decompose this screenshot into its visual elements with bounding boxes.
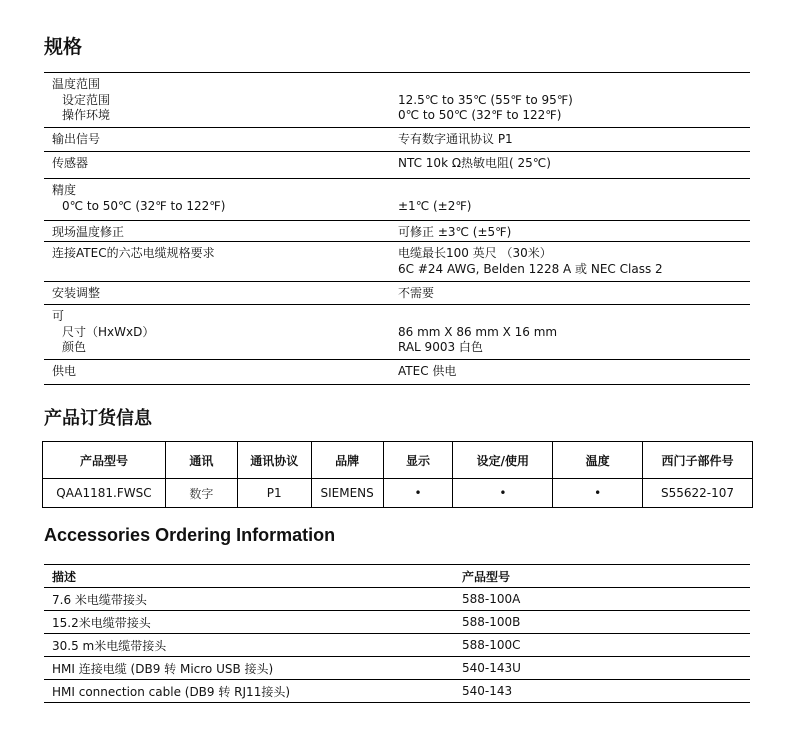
order-header-cell: 显示 xyxy=(383,442,453,479)
spec-label: 尺寸（HxWxD） xyxy=(62,324,155,339)
order-header-cell: 西门子部件号 xyxy=(643,442,753,479)
spec-label: 安装调整 xyxy=(52,286,101,300)
spec-value: 电缆最长100 英尺 （30米） xyxy=(398,246,552,260)
spec-value: 可修正 ±3℃ (±5℉) xyxy=(398,225,512,239)
spec-table xyxy=(44,72,750,385)
order-header-cell: 设定/使用 xyxy=(453,442,553,479)
spec-row-output-signal xyxy=(44,128,750,152)
order-header-cell: 通讯协议 xyxy=(237,442,311,479)
spec-label: 可 xyxy=(52,309,65,323)
order-cell: P1 xyxy=(237,479,311,508)
table-row xyxy=(44,680,750,703)
spec-label: 颜色 xyxy=(62,340,87,354)
spec-value: 0℃ to 50℃ (32℉ to 122℉) xyxy=(398,108,562,122)
accessory-model: 588-100B xyxy=(462,615,521,629)
spec-label: 输出信号 xyxy=(52,132,101,146)
spec-label: 温度范围 xyxy=(52,77,101,91)
accessory-model: 540-143 xyxy=(462,684,513,698)
accessory-model: 588-100A xyxy=(462,592,521,606)
spec-row-sensor xyxy=(44,152,750,179)
spec-value: 专有数字通讯协议 P1 xyxy=(398,132,513,146)
order-header-row xyxy=(43,442,753,479)
accessories-title: Accessories Ordering Information xyxy=(44,525,336,545)
table-row xyxy=(44,611,750,634)
order-title: 产品订货信息 xyxy=(44,408,152,429)
spec-row-field-correction xyxy=(44,221,750,242)
spec-label: 设定范围 xyxy=(62,92,111,107)
spec-row-cable xyxy=(44,242,750,282)
spec-value: 12.5℃ to 35℃ (55℉ to 95℉) xyxy=(398,92,573,107)
order-cell: S55622-107 xyxy=(643,479,753,508)
spec-value: RAL 9003 白色 xyxy=(398,340,483,354)
accessory-model: 588-100C xyxy=(462,638,521,652)
spec-row-temperature-range xyxy=(44,73,750,128)
spec-row-installation xyxy=(44,282,750,305)
order-cell: QAA1181.FWSC xyxy=(43,479,166,508)
table-row xyxy=(44,657,750,680)
spec-value: 不需要 xyxy=(398,286,435,300)
table-row xyxy=(44,588,750,611)
accessories-header-cell: 产品型号 xyxy=(462,569,511,584)
order-header-cell: 产品型号 xyxy=(43,442,166,479)
order-header-cell: 品牌 xyxy=(311,442,383,479)
spec-label: 操作环境 xyxy=(62,108,111,122)
order-cell: 数字 xyxy=(165,479,237,508)
table-row xyxy=(44,634,750,657)
order-cell: • xyxy=(553,479,643,508)
spec-label: 连接ATEC的六芯电缆规格要求 xyxy=(52,246,215,260)
accessory-description: HMI connection cable (DB9 转 RJ11接头) xyxy=(52,684,291,699)
accessory-model: 540-143U xyxy=(462,661,521,675)
spec-value: ATEC 供电 xyxy=(398,364,457,378)
order-cell: • xyxy=(453,479,553,508)
spec-value: 86 mm X 86 mm X 16 mm xyxy=(398,324,558,339)
order-header-cell: 通讯 xyxy=(165,442,237,479)
spec-label: 现场温度修正 xyxy=(52,225,125,239)
accessory-description: 7.6 米电缆带接头 xyxy=(52,592,147,607)
spec-label: 0℃ to 50℃ (32℉ to 122℉) xyxy=(62,198,226,213)
spec-label: 传感器 xyxy=(52,156,89,170)
accessories-table xyxy=(44,564,750,703)
accessory-description: 15.2米电缆带接头 xyxy=(52,615,151,630)
spec-value: 6C #24 AWG, Belden 1228 A 或 NEC Class 2 xyxy=(398,261,663,276)
accessory-description: HMI 连接电缆 (DB9 转 Micro USB 接头) xyxy=(52,661,274,676)
accessory-description: 30.5 m米电缆带接头 xyxy=(52,638,167,653)
order-cell: • xyxy=(383,479,453,508)
spec-row-dimensions xyxy=(44,305,750,360)
spec-label: 精度 xyxy=(52,183,77,197)
spec-value: ±1℃ (±2℉) xyxy=(398,198,472,213)
accessories-header-row xyxy=(44,565,750,588)
spec-label: 供电 xyxy=(52,364,77,378)
order-table xyxy=(42,441,753,508)
spec-row-accuracy xyxy=(44,179,750,221)
accessories-header-cell: 描述 xyxy=(52,569,77,584)
spec-title: 规格 xyxy=(44,36,83,58)
order-cell: SIEMENS xyxy=(311,479,383,508)
spec-value: NTC 10k Ω热敏电阻( 25℃) xyxy=(398,156,551,170)
order-header-cell: 温度 xyxy=(553,442,643,479)
table-row xyxy=(43,479,753,508)
spec-row-power xyxy=(44,360,750,385)
